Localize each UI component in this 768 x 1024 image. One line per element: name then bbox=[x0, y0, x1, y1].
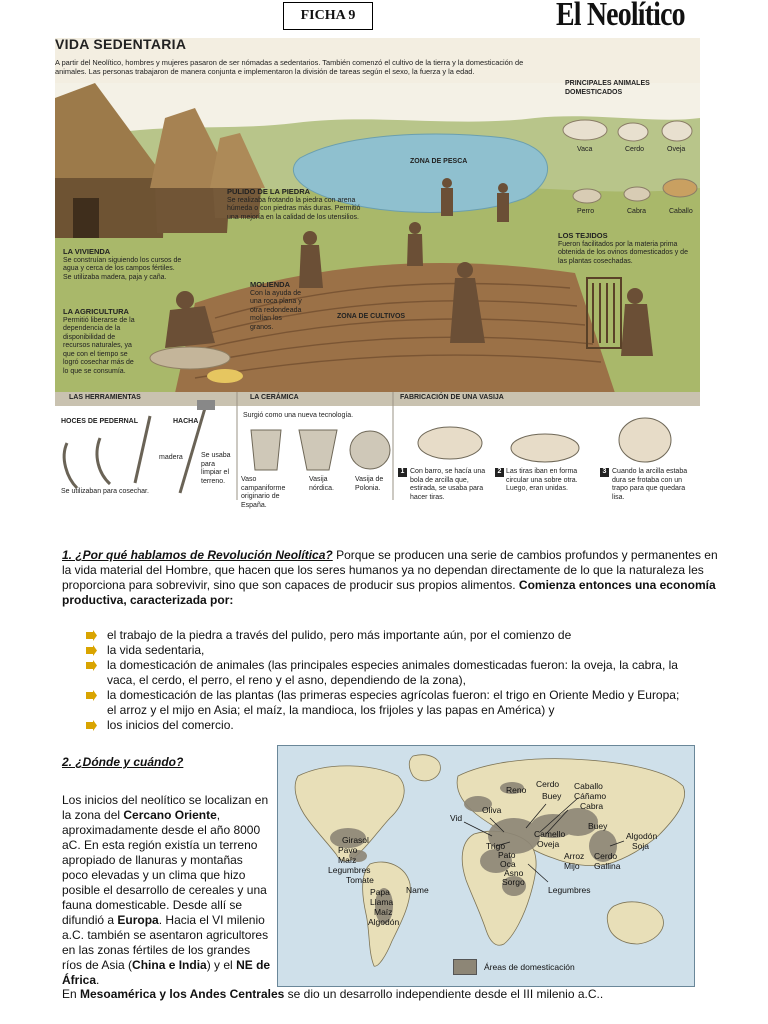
label-molienda: MOLIENDA Con la ayuda de una roca plana y otra redondeada molían los granos. bbox=[250, 280, 302, 331]
arrow-bullet-icon bbox=[85, 645, 97, 656]
label-vaca: Vaca bbox=[577, 146, 593, 153]
label-perro: Perro bbox=[577, 208, 595, 215]
map-legend-swatch bbox=[453, 959, 477, 975]
question-2-title: 2. ¿Dónde y cuándo? bbox=[62, 755, 184, 769]
map-label-gallina: Gallina bbox=[594, 861, 621, 871]
label-hoces: HOCES DE PEDERNAL bbox=[61, 418, 139, 425]
question-1-answer: Porque se producen una serie de cambios profundos y permanentes en la vida material del Hombre, que hacen que los seres humanos ya no dependan directamente de lo que la naturaleza les proporciona para sobrevivir, sino que son capaces de producir sus propios alimentos. bbox=[62, 548, 718, 592]
label-oveja: Oveja bbox=[667, 146, 686, 153]
list-item: la domesticación de animales (las principales especies animales domesticadas fueron: la oveja, la cabra, la vaca, el cerdo, el perro, el reno y el asno, dependiendo de la zona), bbox=[85, 658, 685, 688]
label-herramientas: LAS HERRAMIENTAS bbox=[69, 394, 141, 401]
list-item: la vida sedentaria, bbox=[85, 643, 685, 658]
label-paso3: Cuando la arcilla estaba dura se frotaba con un trapo para que quedara lisa. bbox=[612, 468, 688, 501]
arrow-bullet-icon bbox=[85, 690, 97, 701]
map-label-cerdo-2: Cerdo bbox=[594, 851, 618, 861]
map-label-oca: Oca bbox=[500, 859, 516, 869]
arrow-bullet-icon bbox=[85, 630, 97, 641]
map-label-soja: Soja bbox=[632, 841, 650, 851]
question-2-final-line: En Mesoamérica y los Andes Centrales se dio un desarrollo independiente desde el III milenio a.C.. bbox=[62, 987, 604, 1001]
question-1-answer-bold: Comienza entonces una economía productiva, caracterizada por: bbox=[62, 578, 716, 607]
label-animales-title: PRINCIPALES ANIMALES DOMESTICADOS bbox=[565, 80, 650, 96]
map-label-maiz-2: Maíz bbox=[374, 907, 393, 917]
map-label-vid: Vid bbox=[450, 813, 463, 823]
map-label-caballo: Caballo bbox=[574, 781, 603, 791]
map-label-oliva: Oliva bbox=[482, 805, 502, 815]
list-item: el trabajo de la piedra a través del pulido, pero más importante aún, por el comienzo de bbox=[85, 628, 685, 643]
map-label-cerdo: Cerdo bbox=[536, 779, 560, 789]
label-ceramica-text: Surgió como una nueva tecnología. bbox=[243, 412, 354, 419]
label-paso2: Las tiras iban en forma circular una sobre otra. Luego, eran unidas. bbox=[506, 468, 578, 492]
map-label-algodon-2: Algodón bbox=[368, 917, 400, 927]
illustration-title: VIDA SEDENTARIA bbox=[55, 36, 187, 52]
map-label-sorgo: Sorgo bbox=[502, 877, 525, 887]
map-label-asno: Asno bbox=[504, 868, 524, 878]
neolithic-illustration bbox=[55, 36, 700, 509]
map-label-legumbres-2: Legumbres bbox=[328, 865, 371, 875]
map-label-reno: Reno bbox=[506, 785, 527, 795]
label-vaso2: Vasija nórdica. bbox=[309, 476, 334, 492]
map-label-name: Name bbox=[406, 885, 429, 895]
map-label-mijo: Mijo bbox=[564, 861, 580, 871]
page-title: El Neolítico bbox=[556, 0, 685, 33]
label-vasija-title: FABRICACIÓN DE UNA VASIJA bbox=[400, 394, 504, 401]
map-label-oveja: Oveja bbox=[537, 839, 560, 849]
map-label-maiz: Maíz bbox=[338, 855, 357, 865]
map-label-papa: Papa bbox=[370, 887, 390, 897]
label-paso1: Con barro, se hacía una bola de arcilla que, estirada, se usaba para hacer tiras. bbox=[410, 468, 486, 501]
question-1-paragraph bbox=[62, 548, 722, 608]
label-agricultura: LA AGRICULTURA Permitió liberarse de la dependencia de la disponibilidad de recursos naturales, ya que con el tiempo se logró cosechar más de lo que se consumía. bbox=[63, 307, 135, 375]
label-hacha-uso: Se usaba para limpiar el terreno. bbox=[201, 452, 231, 485]
arrow-bullet-icon bbox=[85, 660, 97, 671]
map-label-pavo: Pavo bbox=[338, 845, 358, 855]
map-label-algodon: Algodón bbox=[626, 831, 658, 841]
label-zona-cultivos: ZONA DE CULTIVOS bbox=[337, 313, 406, 320]
label-zona-pesca: ZONA DE PESCA bbox=[410, 158, 468, 165]
label-cerdo: Cerdo bbox=[625, 146, 645, 153]
illustration-intro: A partir del Neolítico, hombres y mujeres pasaron de ser nómadas a sedentarios. También comenzó el cultivo de la tierra y la domesticación de animales. Las personas trabajaron de manera conjunta e implementaron la división de tareas según el sexo, la fuerza y la edad. bbox=[55, 58, 524, 76]
step-1-number: 1 bbox=[398, 468, 407, 477]
map-label-llama: Llama bbox=[370, 897, 394, 907]
question-2-paragraph: Los inicios del neolítico se localizan en la zona del Cercano Oriente, aproximadamente desde el año 8000 aC. En esta región existía un terreno apropiado de llanuras y montañas poco elevadas y un clima que hizo posible el desarrollo de cereales y una fauna domesticable. Desde allí se difundió a Europa. Hacia el VI milenio a.C. también se asentaron agricultores en las zonas fértiles de los grandes ríos de Asia (China e India) y el NE de África. bbox=[62, 793, 271, 987]
label-vaso1: Vaso campaniforme originario de España. bbox=[241, 476, 286, 509]
map-label-pato: Pato bbox=[498, 850, 516, 860]
question-1-title: 1. ¿Por qué hablamos de Revolución Neolítica? bbox=[62, 548, 333, 562]
label-ceramica: LA CERÁMICA bbox=[250, 394, 299, 401]
map-label-legumbres: Legumbres bbox=[548, 885, 591, 895]
label-hoces-uso: Se utilizaban para cosechar. bbox=[61, 488, 149, 495]
map-label-buey: Buey bbox=[542, 791, 562, 801]
step-3-number: 3 bbox=[600, 468, 609, 477]
map-label-camello: Camello bbox=[534, 829, 566, 839]
label-hacha: HACHA bbox=[173, 418, 199, 425]
label-madera: madera bbox=[159, 454, 183, 461]
worksheet-number-box: FICHA 9 bbox=[283, 2, 373, 30]
label-vivienda: LA VIVIENDA Se construían siguiendo los cursos de agua y cerca de los campos fértiles. Se utilizaba madera, paja y caña. bbox=[63, 247, 182, 281]
label-tejidos: LOS TEJIDOS Fueron facilitados por la materia prima obtenida de los ovinos domesticados y de las plantas cosechadas. bbox=[558, 231, 688, 265]
map-legend-label: Áreas de domesticación bbox=[484, 962, 575, 972]
label-vaso3: Vasija de Polonia. bbox=[355, 476, 384, 492]
map-label-tomate: Tomate bbox=[346, 875, 374, 885]
list-item: los inicios del comercio. bbox=[85, 718, 685, 733]
arrow-bullet-icon bbox=[85, 720, 97, 731]
label-pulido: PULIDO DE LA PIEDRA Se realizaba frotando la piedra con arena húmeda o con piedras más duras. Permitió una mejoría en la calidad de los utensilios. bbox=[227, 187, 361, 221]
map-label-buey-2: Buey bbox=[588, 821, 608, 831]
domestication-world-map bbox=[277, 745, 695, 987]
step-2-number: 2 bbox=[495, 468, 504, 477]
list-item: la domesticación de las plantas (las primeras especies agrícolas fueron: el trigo en Oriente Medio y Europa; el arroz y el mijo en Asia; el maíz, la mandioca, los frijoles y las papas en América) y bbox=[85, 688, 685, 718]
map-label-canamo: Cáñamo bbox=[574, 791, 607, 801]
map-label-cabra: Cabra bbox=[580, 801, 604, 811]
map-label-arroz: Arroz bbox=[564, 851, 585, 861]
economy-features-list bbox=[85, 628, 685, 733]
map-label-girasol: Girasol bbox=[342, 835, 369, 845]
map-label-trigo: Trigo bbox=[486, 841, 506, 851]
label-cabra: Cabra bbox=[627, 208, 647, 215]
label-caballo: Caballo bbox=[669, 208, 693, 215]
